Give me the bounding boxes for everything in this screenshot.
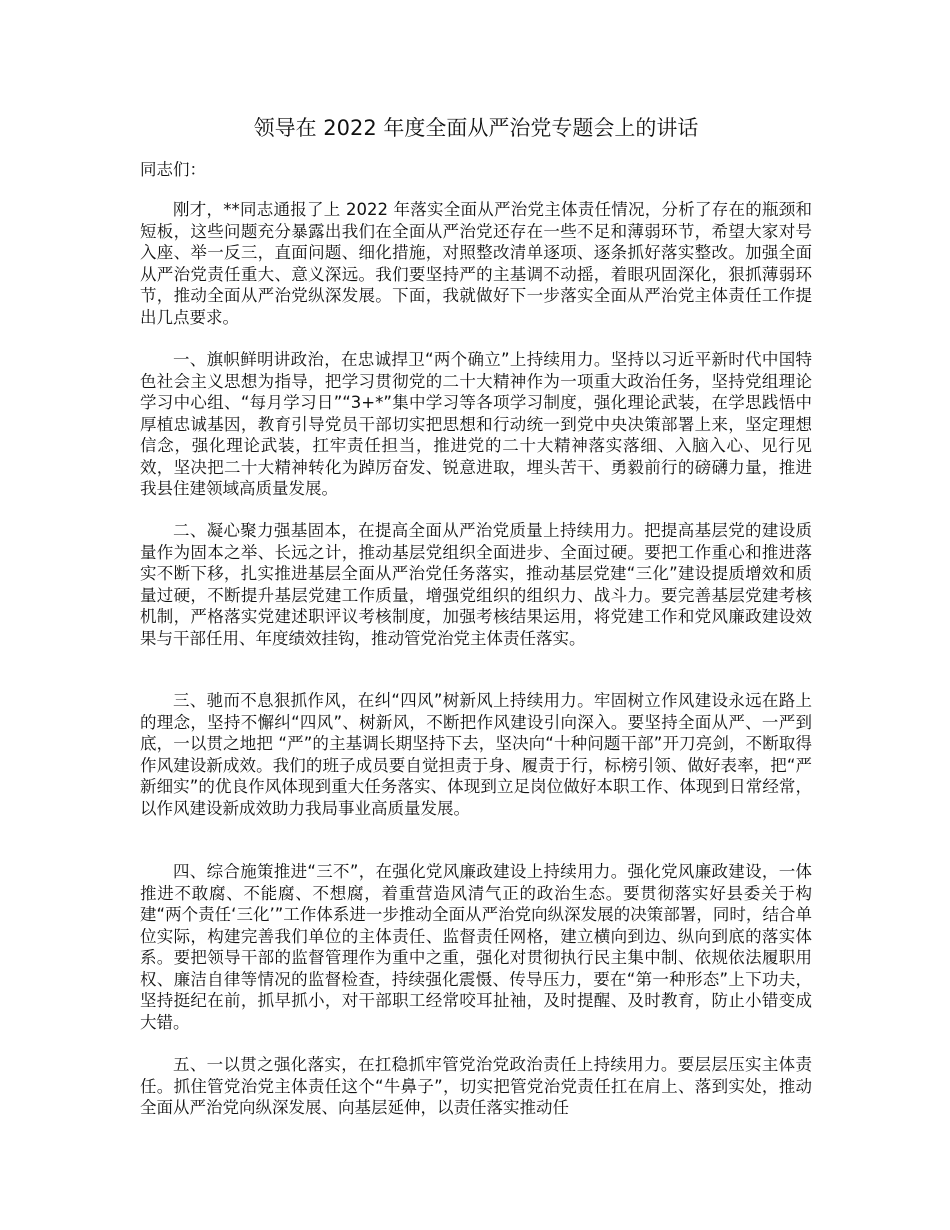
paragraph-text: 把提高基层党的建设质量作为固本之举、长远之计，推动基层党组织全面进步、全面过硬。要把工作重心和推进落实不断下移，扎实推进基层全面从严治党任务落实，推动基层党建“三化”建设提质增效和质量过硬，不断提升基层党建工作质量，增强党组织的组织力、战斗力。要完善基层党建考核机制，严格落实党建述职评议考核制度，加强考核结果运用，将党建工作和党风廉政建设效果与干部任用、年度绩效挂钩，推动管党治党主体责任落实。	[140, 521, 813, 648]
paragraph-section-5	[140, 1054, 812, 1119]
paragraph-section-3	[140, 690, 812, 819]
section-heading: 三、驰而不息狠抓作风，在纠“四风”树新风上持续用力。	[173, 691, 594, 710]
paragraph-section-4	[140, 861, 812, 1033]
paragraph-intro	[140, 199, 812, 328]
paragraph-section-1	[140, 349, 812, 500]
section-heading: 二、凝心聚力强基固本，在提高全面从严治党质量上持续用力。	[173, 521, 645, 540]
document-title: 领导在 2022 年度全面从严治党专题会上的讲话	[253, 116, 699, 140]
paragraph-text: 要层层压实主体责任。抓住管党治党主体责任这个“牛鼻子”，切实把管党治党责任扛在肩上、落到实处，推动全面从严治党向纵深发展、向基层延伸，以责任落实推动任	[140, 1055, 813, 1117]
section-heading: 五、一以贯之强化落实，在扛稳抓牢管党治党政治责任上持续用力。	[173, 1055, 678, 1074]
section-heading: 四、综合施策推进“三不”，在强化党风廉政建设上持续用力。	[173, 862, 628, 881]
paragraph-text: 坚持以习近平新时代中国特色社会主义思想为指导，把学习贯彻党的二十大精神作为一项重大政治任务，坚持党组理论学习中心组、“每月学习日”“3+*”集中学习等各项学习制度，强化理论武装，在学思践悟中厚植忠诚基因，教育引导党员干部切实把思想和行动统一到党中央决策部署上来，坚定理想信念，强化理论武装，扛牢责任担当，推进党的二十大精神落实落细、入脑入心、见行见效，坚决把二十大精神转化为踔厉奋发、锐意进取，埋头苦干、勇毅前行的磅礴力量，推进我县住建领域高质量发展。	[140, 350, 813, 498]
section-heading: 一、旗帜鲜明讲政治，在忠诚捍卫“两个确立”上持续用力。	[173, 350, 611, 369]
paragraph-text: 强化党风廉政建设，一体推进不敢腐、不能腐、不想腐，着重营造风清气正的政治生态。要贯彻落实好县委关于构建“两个责任‘三化’”工作体系进一步推动全面从严治党向纵深发展的决策部署，同时，结合单位实际，构建完善我们单位的主体责任、监督责任网格，建立横向到边、纵向到底的落实体系。要把领导干部的监督管理作为重中之重，强化对贯彻执行民主集中制、依规依法履职用权、廉洁自律等情况的监督检查，持续强化震慑、传导压力，要在“第一种形态”上下功夫，坚持挺纪在前，抓早抓小，对干部职工经常咬耳扯袖，及时提醒、及时教育，防止小错变成大错。	[140, 862, 812, 1032]
paragraph-text: 刚才，**同志通报了上 2022 年落实全面从严治党主体责任情况，分析了存在的瓶颈和短板，这些问题充分暴露出我们在全面从严治党还存在一些不足和薄弱环节，希望大家对号入座、举一反三，直面问题、细化措施，对照整改清单逐项、逐条抓好落实整改。加强全面从严治党责任重大、意义深远。我们要坚持严的主基调不动摇，着眼巩固深化，狠抓薄弱环节，推动全面从严治党纵深发展。下面，我就做好下一步落实全面从严治党主体责任工作提出几点要求。	[140, 200, 812, 327]
paragraph-text: 牢固树立作风建设永远在路上的理念，坚持不懈纠“四风”、树新风，不断把作风建设引向深入。要坚持全面从严、一严到底，一以贯之地把 “严”的主基调长期坚持下去，坚决向“十种问题干部”开刀亮剑，不断取得作风建设新成效。我们的班子成员要自觉担责于身、履责于行，标榜引领、做好表率，把“严新细实”的优良作风体现到重大任务落实、体现到立足岗位做好本职工作、体现到日常经常，以作风建设新成效助力我局事业高质量发展。	[140, 691, 812, 818]
greeting: 同志们：	[140, 160, 206, 179]
paragraph-section-2	[140, 520, 812, 649]
